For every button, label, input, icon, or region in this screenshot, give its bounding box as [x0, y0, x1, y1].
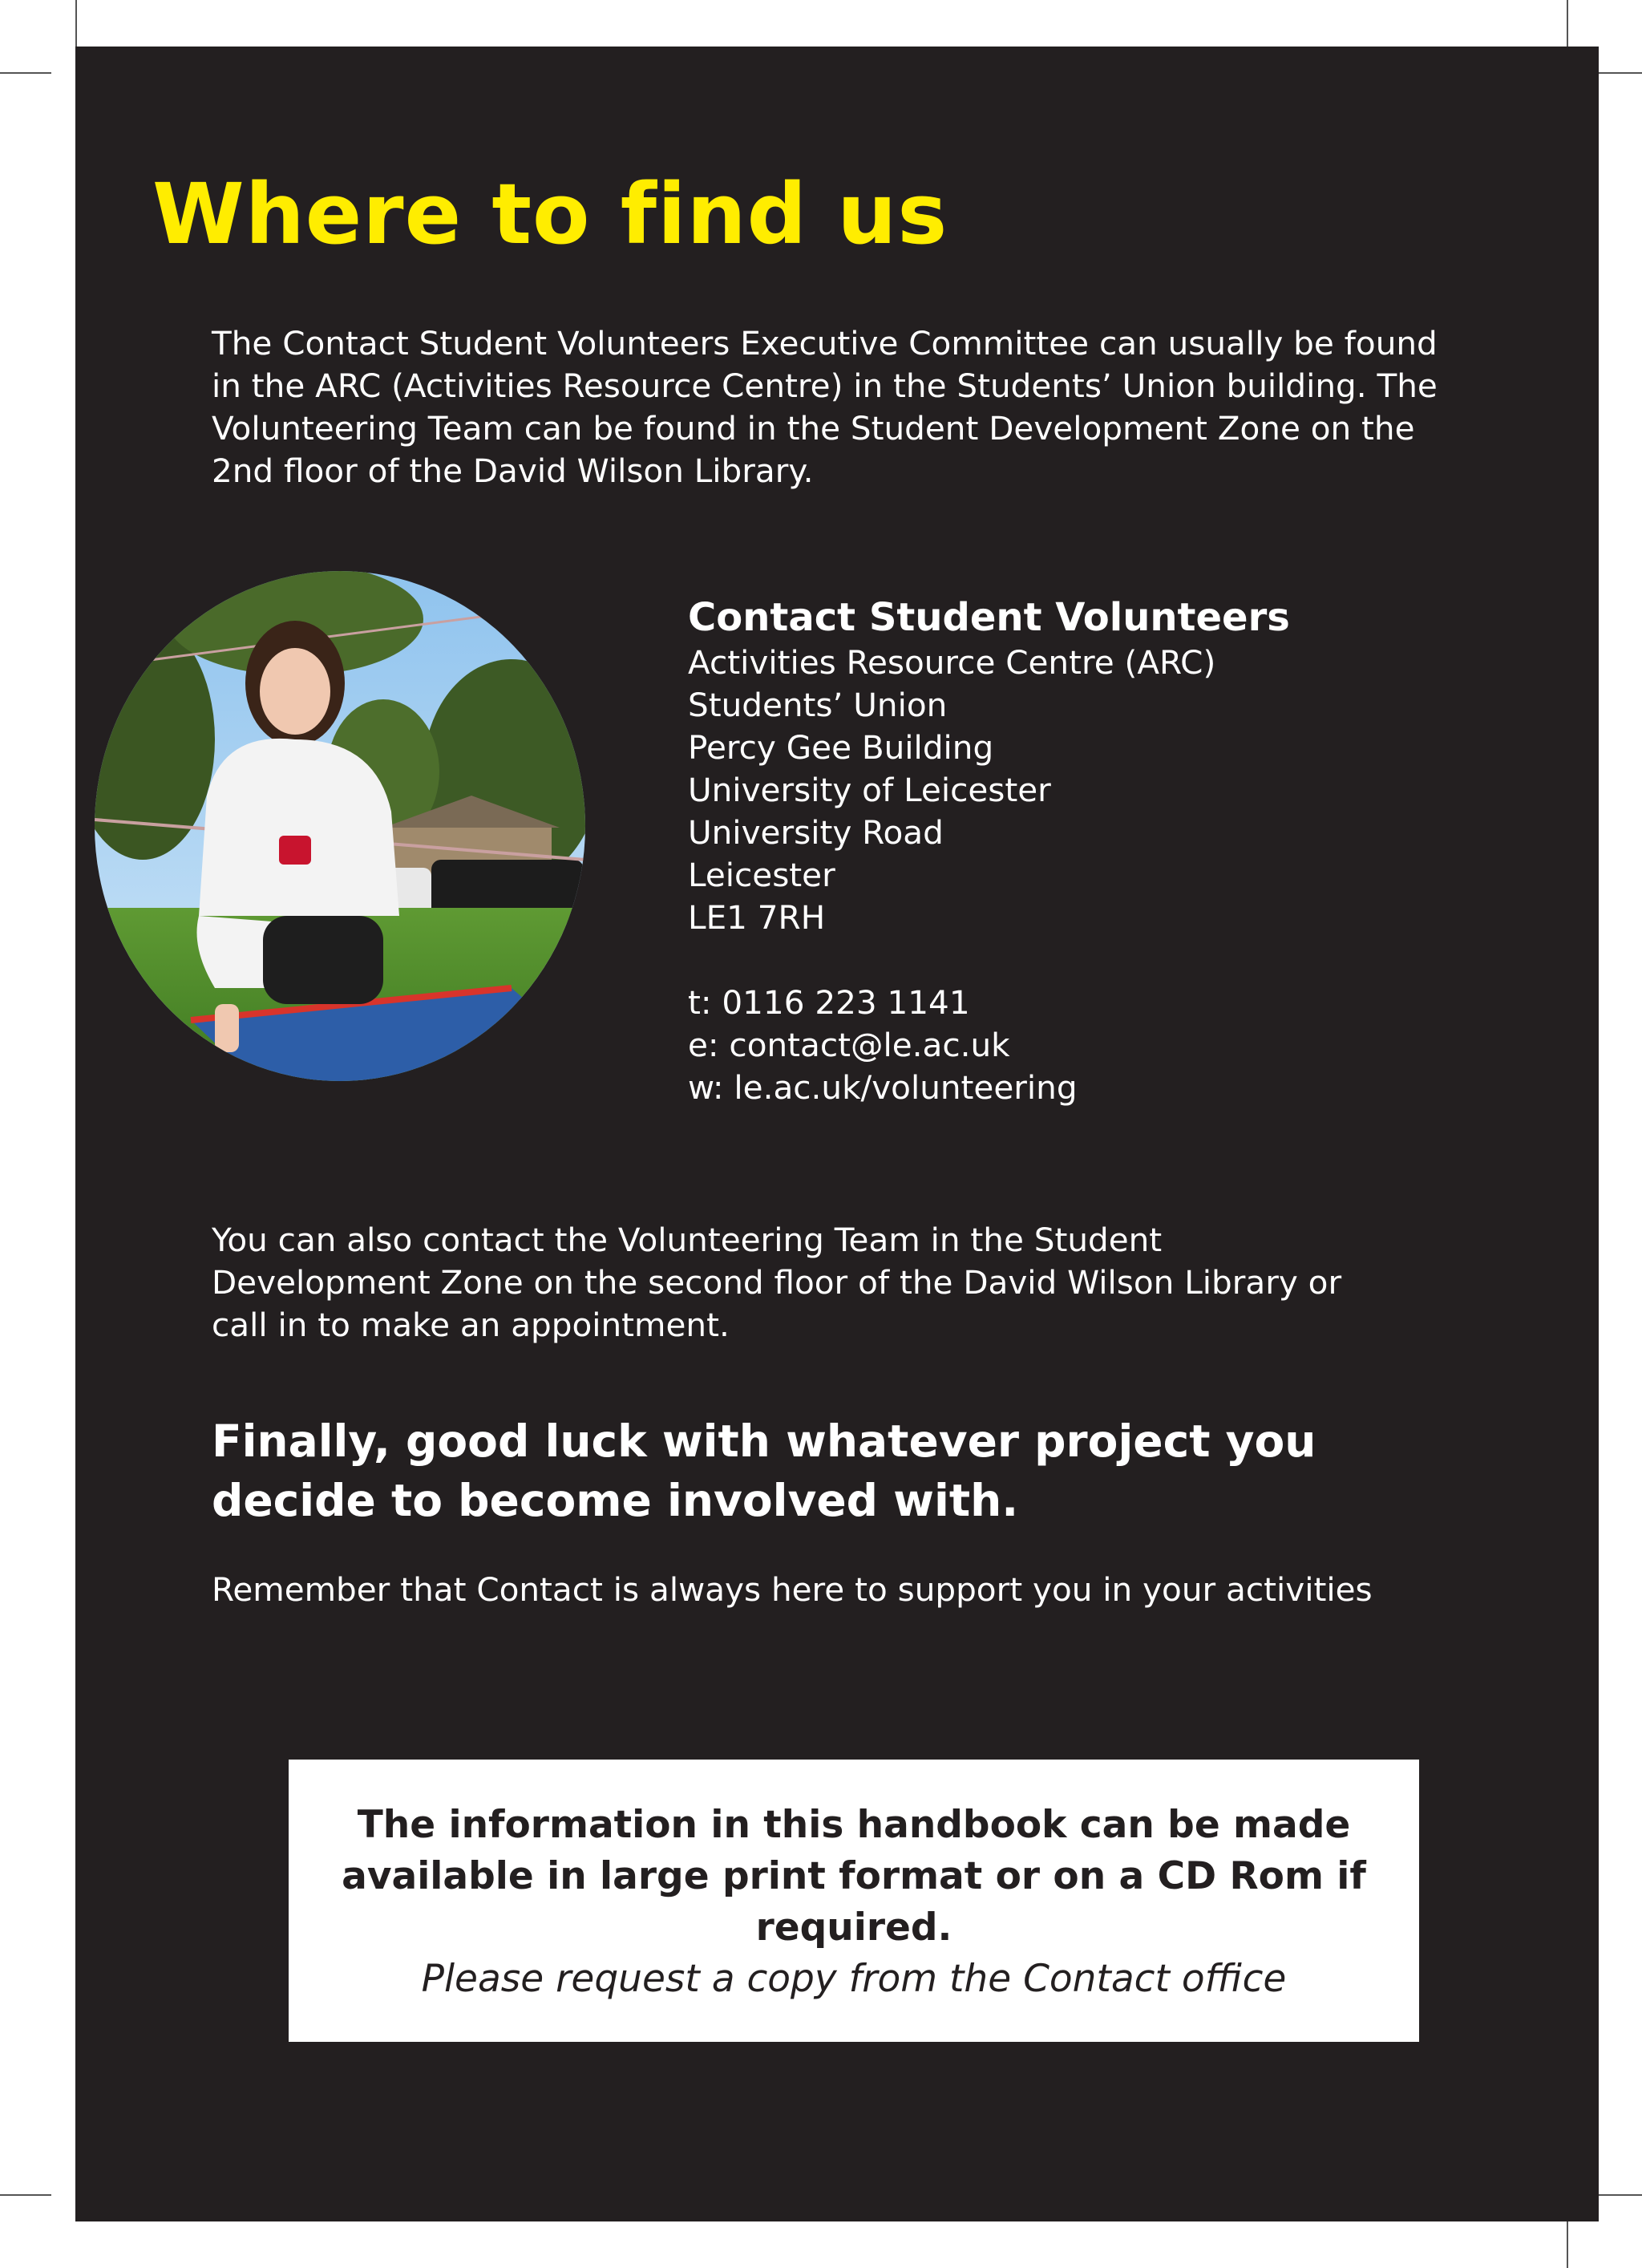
also-contact-paragraph: You can also contact the Volunteering Team in the Student Development Zone on the second floor of the David Wilson Library or call in to make an appointment. — [212, 1221, 1342, 1344]
crop-mark — [1567, 2220, 1568, 2268]
intro-paragraph: The Contact Student Volunteers Executive Committee can usually be found in the ARC (Activities Resource Centre) in the Students’ Union building. The Volunteering Team can be found in the Student Development Zone on the 2nd floor of the David Wilson Library. — [212, 324, 1438, 490]
address-line: University of Leicester — [688, 771, 1051, 809]
crop-mark — [1567, 0, 1568, 48]
crop-mark — [75, 0, 77, 48]
notice-text: The information in this handbook can be made available in large print format or on a CD Rom if required. — [342, 1803, 1366, 1950]
support-paragraph: Remember that Contact is always here to support you in your activities — [212, 1570, 1373, 1609]
accessibility-notice-box — [289, 1760, 1419, 2042]
address-line: Leicester — [688, 856, 835, 894]
page-title: Where to find us — [152, 165, 948, 263]
contact-org-name: Contact Student Volunteers — [688, 595, 1290, 640]
address-line: University Road — [688, 813, 944, 852]
notice-request-text: Please request a copy from the Contact office — [421, 1957, 1287, 2001]
contact-email: e: contact@le.ac.uk — [688, 1026, 1010, 1064]
address-line: LE1 7RH — [688, 898, 826, 937]
contact-address-block — [688, 593, 1290, 1109]
address-line: Activities Resource Centre (ARC) — [688, 643, 1216, 682]
crop-mark — [0, 72, 51, 74]
volunteer-photo — [95, 571, 585, 1081]
contact-website: w: le.ac.uk/volunteering — [688, 1068, 1078, 1107]
good-luck-heading: Finally, good luck with whatever project you decide to become involved with. — [212, 1415, 1316, 1526]
contact-phone: t: 0116 223 1141 — [688, 983, 970, 1022]
spacer — [688, 939, 1290, 982]
crop-mark — [0, 2194, 51, 2196]
address-line: Percy Gee Building — [688, 728, 994, 767]
address-line: Students’ Union — [688, 686, 948, 724]
